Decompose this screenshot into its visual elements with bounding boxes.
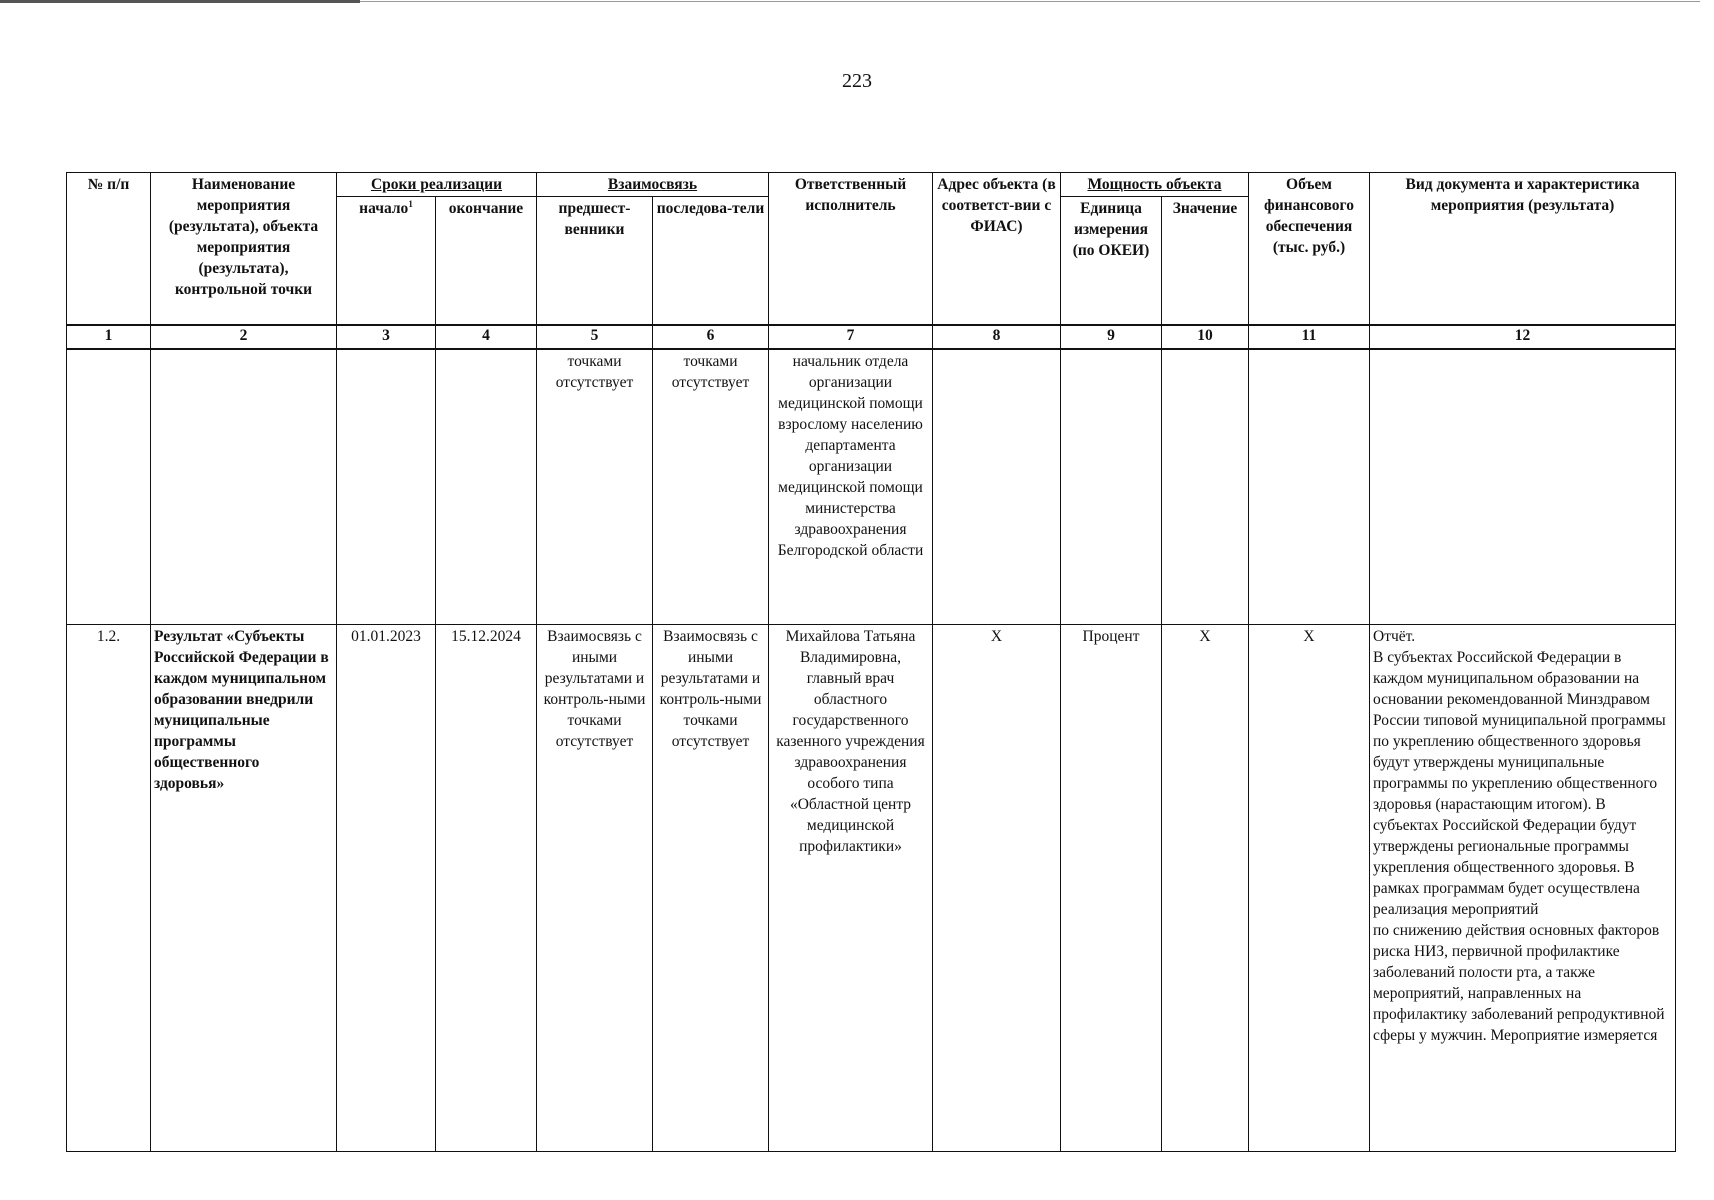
column-number: 8 <box>933 325 1061 349</box>
cell-predecessors: точками отсутствует <box>537 349 653 625</box>
header-start <box>337 197 436 325</box>
cell-empty <box>337 349 436 625</box>
cell-successors: точками отсутствует <box>653 349 769 625</box>
header-group-vzaim <box>537 173 769 197</box>
cell-empty <box>436 349 537 625</box>
page-number: 223 <box>842 70 872 92</box>
header-group-moshch <box>1061 173 1249 197</box>
cell-predecessors: Взаимосвязь с иными результатами и контроль-ными точками отсутствует <box>537 624 653 1151</box>
cell-value: Х <box>1162 624 1249 1151</box>
header-value: Значение <box>1162 197 1249 325</box>
header-name: Наименование мероприятия (результата), объекта мероприятия (результата), контрольной точки <box>151 173 337 325</box>
column-number: 11 <box>1249 325 1370 349</box>
header-address: Адрес объекта (в соответст-вии с ФИАС) <box>933 173 1061 325</box>
cell-name: Результат «Субъекты Российской Федерации в каждом муниципальном образовании внедрили муниципальные программы общественного здоровья» <box>151 624 337 1151</box>
cell-end-date: 15.12.2024 <box>436 624 537 1151</box>
cell-successors: Взаимосвязь с иными результатами и контроль-ными точками отсутствует <box>653 624 769 1151</box>
header-group-moshch-label: Мощность объекта <box>1087 176 1222 193</box>
cell-empty <box>67 349 151 625</box>
header-group-sroki-label: Сроки реализации <box>370 176 503 193</box>
header-finance: Объем финансового обеспечения (тыс. руб.) <box>1249 173 1370 325</box>
header-end: окончание <box>436 197 537 325</box>
column-number: 6 <box>653 325 769 349</box>
column-number: 12 <box>1370 325 1676 349</box>
column-number: 4 <box>436 325 537 349</box>
cell-start-date: 01.01.2023 <box>337 624 436 1151</box>
header-num: № п/п <box>67 173 151 325</box>
header-group-vzaim-label: Взаимосвязь <box>607 176 698 193</box>
cell-address: Х <box>933 624 1061 1151</box>
header-start-label: начало <box>359 200 409 217</box>
header-unit: Единица измерения (по ОКЕИ) <box>1061 197 1162 325</box>
cell-document: Отчёт. В субъектах Российской Федерации в каждом муниципальном образовании на основании рекомендованной Минздравом России типовой муниципальной программы по укреплению общественного здоровья будут утверждены муниципальные программы по укреплению общественного здоровья (нарастающим итогом). В субъектах Российской Федерации будут утверждены региональные программы укрепления общественного здоровья. В рамках программам будет осуществлена реализация мероприятий по снижению действия основных факторов риска НИЗ, первичной профилактике заболеваний полости рта, а также мероприятий, направленных на профилактику заболеваний репродуктивной сферы у мужчин. Мероприятие измеряется <box>1370 624 1676 1151</box>
cell-finance: Х <box>1249 624 1370 1151</box>
cell-responsible: начальник отдела организации медицинской помощи взрослому населению департамента организации медицинской помощи министерства здравоохранения Белгородской области <box>769 349 933 625</box>
cell-empty <box>1370 349 1676 625</box>
cell-responsible: Михайлова Татьяна Владимировна, главный врач областного государственного казенного учреждения здравоохранения особого типа «Областной центр медицинской профилактики» <box>769 624 933 1151</box>
cell-empty <box>933 349 1061 625</box>
table-row-1-2 <box>67 624 1676 1151</box>
header-predecessors: предшест-венники <box>537 197 653 325</box>
cell-empty <box>1061 349 1162 625</box>
scan-edge-artifact <box>0 0 360 3</box>
cell-unit: Процент <box>1061 624 1162 1151</box>
column-number: 7 <box>769 325 933 349</box>
scan-edge-artifact-thin <box>360 1 1700 2</box>
cell-empty <box>1162 349 1249 625</box>
column-number: 2 <box>151 325 337 349</box>
cell-empty <box>151 349 337 625</box>
column-number: 9 <box>1061 325 1162 349</box>
cell-num: 1.2. <box>67 624 151 1151</box>
column-number: 5 <box>537 325 653 349</box>
column-number-row <box>67 325 1676 349</box>
header-group-sroki <box>337 173 537 197</box>
column-number: 1 <box>67 325 151 349</box>
activities-table <box>66 172 1676 1152</box>
cell-empty <box>1249 349 1370 625</box>
header-document: Вид документа и характеристика мероприятия (результата) <box>1370 173 1676 325</box>
footnote-mark: 1 <box>408 198 413 209</box>
column-number: 10 <box>1162 325 1249 349</box>
header-responsible: Ответственный исполнитель <box>769 173 933 325</box>
column-number: 3 <box>337 325 436 349</box>
table-row-continuation <box>67 349 1676 625</box>
header-successors: последова-тели <box>653 197 769 325</box>
